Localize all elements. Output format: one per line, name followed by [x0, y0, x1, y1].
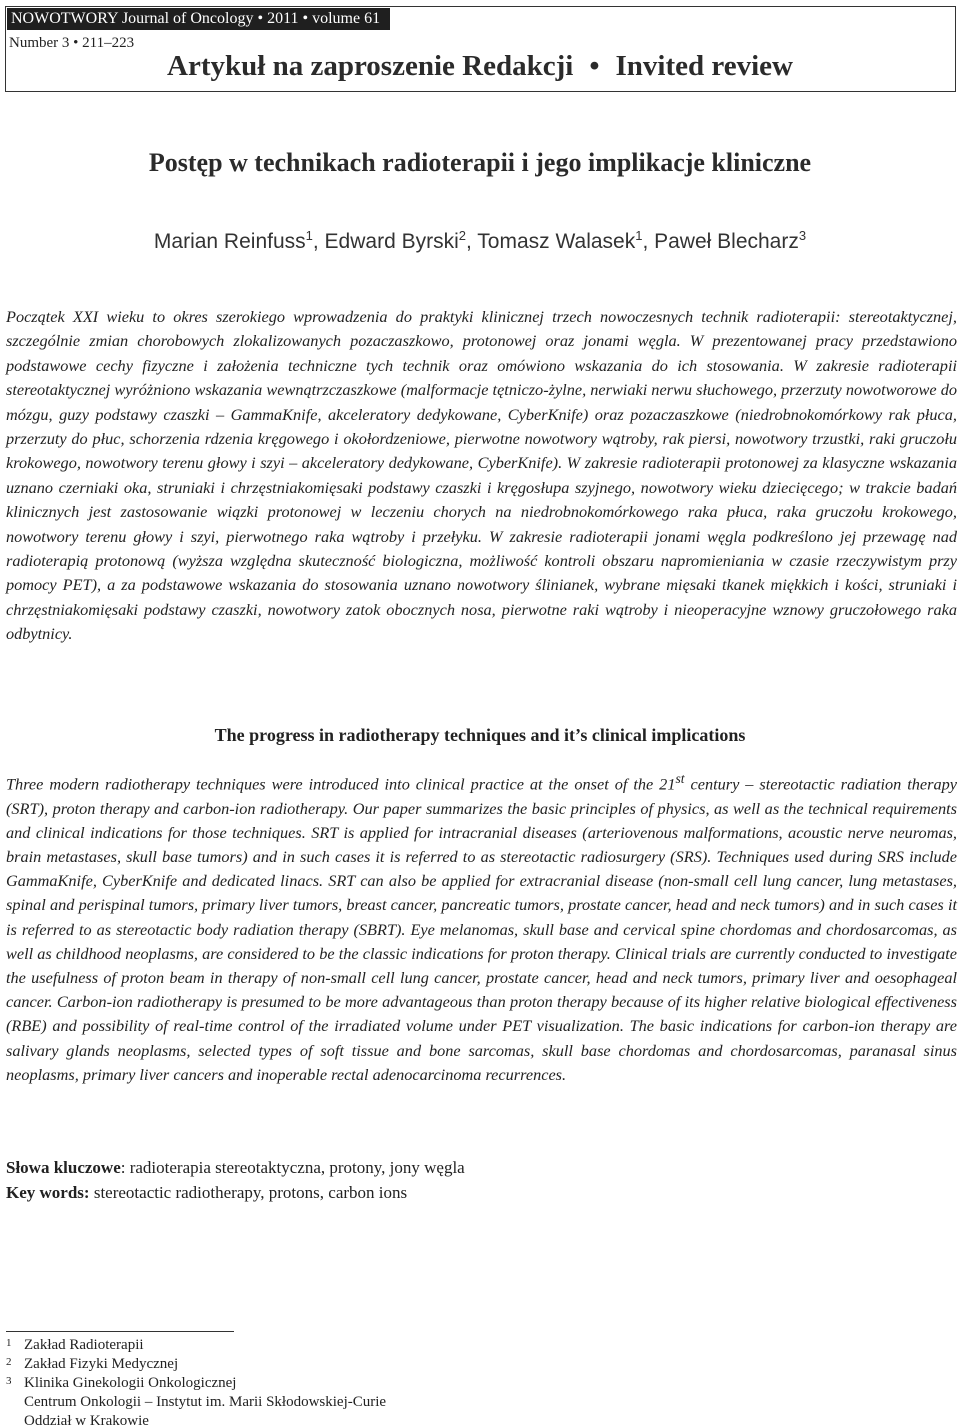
footnote-text: Klinika Ginekologii Onkologicznej: [24, 1375, 237, 1391]
footnote-number: 3: [6, 1375, 12, 1387]
affiliation-ref: 3: [798, 228, 807, 243]
issue-info: Number 3 • 211–223: [9, 35, 135, 51]
footnote: [6, 1336, 386, 1355]
abstract-en-part1: Three modern radiotherapy techniques were introduced into clinical practice at the onset of the 21: [6, 774, 676, 794]
affiliation-ref: 1: [305, 228, 313, 243]
footnote: [6, 1355, 386, 1374]
keywords-en-value: stereotactic radiotherapy, protons, carbon ions: [89, 1183, 408, 1202]
author-separator: ,: [465, 230, 478, 253]
author: Edward Byrski: [324, 230, 459, 253]
footnote: [6, 1374, 386, 1393]
footnote-number: 1: [6, 1337, 12, 1349]
affiliation-ref: 2: [458, 228, 466, 243]
section-title: [0, 50, 960, 83]
keywords-en-label: Key words:: [6, 1183, 90, 1202]
affiliation-ref: 1: [635, 228, 643, 243]
footnote: [6, 1393, 386, 1412]
keywords-en: [6, 1183, 407, 1203]
footnote-text: Oddział w Krakowie: [24, 1413, 149, 1428]
footnote-divider: [6, 1331, 234, 1332]
author-separator: ,: [312, 230, 325, 253]
author-separator: ,: [642, 230, 655, 253]
footnote-text: Centrum Onkologii – Instytut im. Marii Skłodowskiej-Curie: [24, 1394, 387, 1410]
keywords-pl-value: : radioterapia stereotaktyczna, protony, jony węgla: [120, 1158, 465, 1177]
abstract-en: [6, 767, 957, 1087]
keywords-pl-label: Słowa kluczowe: [6, 1158, 121, 1177]
author: Marian Reinfuss: [153, 230, 306, 253]
ordinal-suffix: st: [675, 771, 685, 786]
english-title: The progress in radiotherapy techniques and it’s clinical implications: [214, 725, 746, 745]
footnote-number: 2: [6, 1356, 12, 1368]
abstract-pl: Początek XXI wieku to okres szerokiego wprowadzenia do praktyki klinicznej trzech nowoczesnych technik radioterapii: stereotaktycznej, szczególnie zmian chorobowych zlokalizowanych pozaczaszkowo, protonowej oraz jonami węgla. W prezentowanej pracy przedstawiono podstawowe cechy fizyczne i założenia techniczne tych technik oraz omówiono wskazania do ich stosowania. W zakresie radioterapii stereotaktycznej wyróżniono wskazania wewnątrzczaszkowe (malformacje tętniczo-żylne, nerwiaki nerwu słuchowego, przerzuty nowotworowe do mózgu, guzy podstawy czaszki – GammaKnife, akceleratory dedykowane, CyberKnife) oraz pozaczaszkowe (niedrobnokomórkowy rak płuca, przerzuty do płuc, schorzenia rdzenia kręgowego i okołordzeniowe, pierwotne nowotwory wątroby, rak piersi, nowotwory trzustki, raki gruczołu krokowego, nowotwory terenu głowy i szyi – akceleratory dedykowane, CyberKnife). W zakresie radioterapii protonowej za klasyczne wskazania uznano czerniaki oka, struniaki i chrzęstniakomięsaki podstawy czaszki i kręgosłupa szyjnego, nowotwory wieku dziecięcego; w trakcie badań klinicznych jest zastosowanie wiązki protonowej w leczeniu chorych na niedrobnokomórkowego raka płuca, raka gruczołu krokowego, nowotwory terenu głowy i szyi, pierwotnego raka wątroby i przełyku. W zakresie radioterapii jonami węgla podkreślono jej przewagę nad radioterapią protonową (wyższa względna skuteczność biologiczna, możliwość kontroli obszaru napromieniania w czasie rzeczywistym przy pomocy PET), a za podstawowe wskazania do stosowania uznano nowotwory ślinianek, wybrane mięsaki tkanek miękkich i kości, struniaki i chrzęstniakomięsaki podstawy czaszki, nowotwory zatok obocznych nosa, pierwotne raki wątroby i nieoperacyjne wznowy gruczołowego raka odbytnicy.: [6, 307, 957, 644]
author-list: [0, 228, 960, 254]
footnote: [6, 1412, 386, 1428]
abstract-en-part2: century – stereotactic radiation therapy (SRT), proton therapy and carbon-ion radiotherapy. Our paper summarizes the basic principles of physics, as well as the technical requirements and clinical indications for those techniques. SRT is applied for intracranial diseases (arteriovenous malformations, acoustic nerve neuromas, brain metastases, skull base tumors) and in such cases it is referred to as stereotactic radiosurgery (SRS). Techniques used during SRS include GammaKnife, CyberKnife and dedicated linacs. SRT can also be applied for extracranial disease (non-small cell lung cancer, lung metastases, spinal and perispinal tumors, primary liver tumors, breast cancer, pancreatic tumors, prostate cancer, head and neck tumors) and in such cases it is referred to as stereotactic body radiation therapy (SBRT). Eye melanomas, skull base and cervical spine chordomas and chordosarcomas, as well as childhood neoplasms, are considered to be the classic indications for proton therapy. Clinical trials are currently conducted to investigate the usefulness of proton beam in therapy of non-small cell lung cancer, prostate cancer, head and neck tumors, primary liver and oesophageal cancer. Carbon-ion radiotherapy is presumed to be more advantageous than proton therapy because of its higher relative biological effectiveness (RBE) and possibility of real-time control of the irradiated volume under PET visualization. The basic indications for carbon-ion therapy are salivary glands neoplasms, selected types of soft tissue and bone sarcomas, skull base chordomas and chordosarcomas, paranasal sinus neoplasms, primary liver cancers and inoperable rectal adenocarcinoma recurrences.: [6, 774, 957, 1084]
section-bullet: •: [589, 50, 600, 82]
footnotes: [6, 1336, 386, 1428]
author: Paweł Blecharz: [654, 230, 799, 253]
article-title: Postęp w technikach radioterapii i jego implikacje kliniczne: [148, 148, 812, 177]
keywords-pl: [6, 1158, 465, 1178]
section-title-en: Invited review: [615, 50, 793, 82]
section-title-pl: Artykuł na zaproszenie Redakcji: [167, 50, 574, 82]
author: Tomasz Walasek: [477, 230, 636, 253]
footnote-text: Zakład Fizyki Medycznej: [24, 1356, 179, 1372]
journal-banner: NOWOTWORY Journal of Oncology • 2011 • volume 61: [7, 8, 390, 30]
footnote-text: Zakład Radioterapii: [24, 1337, 144, 1353]
